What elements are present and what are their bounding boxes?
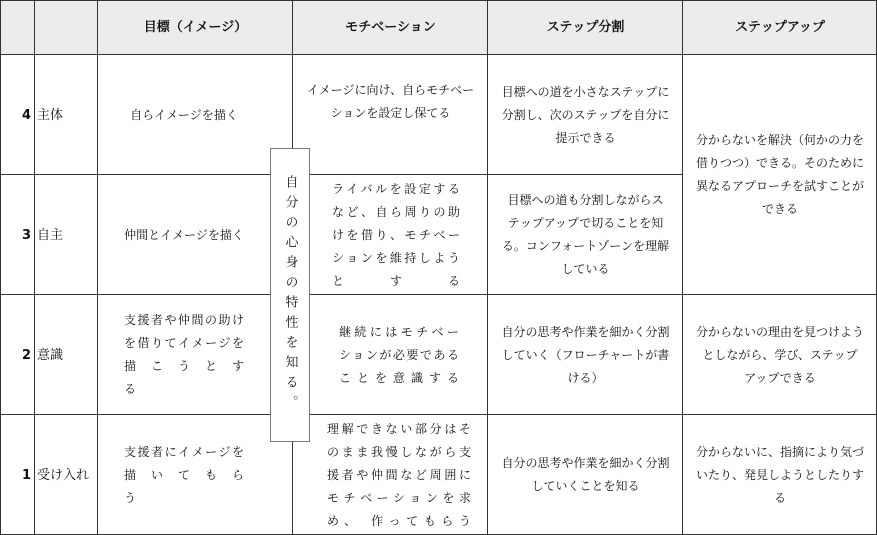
level-number: 4	[21, 107, 31, 123]
grid-line	[0, 174, 683, 175]
goal-cell	[98, 415, 270, 535]
motivation-line: ションが必要である	[339, 347, 459, 362]
stepup-line: アップできる	[744, 370, 816, 385]
grid-line	[0, 0, 1, 535]
grid-line	[682, 0, 683, 535]
split-line: していくことを知る	[531, 479, 640, 493]
motivation-line: のまま我慢しながら支	[327, 444, 471, 459]
goal-line: 支援者にイメージを	[124, 444, 244, 459]
motivation-line: モチベーションを求	[327, 490, 471, 505]
split-cell	[488, 295, 683, 415]
split-line: 目標への道も分割しながらス	[507, 193, 664, 207]
level-number: 1	[21, 467, 31, 483]
goal-line: 描 こ う と す る	[124, 359, 257, 396]
motivation-cell	[293, 55, 488, 148]
callout-box: 自分の心身の特性を知る。	[270, 148, 310, 442]
level-number: 2	[21, 347, 31, 363]
stepup-line: 分からないを解決（何かの力を	[695, 133, 864, 147]
goal-cell	[98, 175, 270, 295]
stepup-line: いたり、発見しようとしたりす	[695, 467, 864, 482]
goal-line: 自らイメージを描く	[130, 107, 238, 122]
split-line: ける）	[567, 370, 604, 385]
split-line: 自分の思考や作業を細かく分割	[501, 324, 670, 339]
stepup-line: としながら、学び、ステップ	[702, 347, 858, 362]
stepup-line: できる	[761, 202, 798, 216]
header-step-split: ステップ分割	[488, 0, 683, 55]
stepup-line: 分からないの理由を見つけよう	[695, 324, 864, 339]
motivation-line: けを借り、モチベー	[332, 227, 460, 242]
split-cell	[488, 175, 683, 295]
motivation-line: 理解できない部分はそ	[327, 421, 471, 436]
grid-line	[487, 0, 488, 535]
grid-line	[0, 0, 877, 1]
grid-line	[0, 54, 877, 55]
goal-cell	[98, 55, 270, 175]
stepup-line: 分からないに、指摘により気づ	[695, 444, 864, 459]
header-step-up: ステップアップ	[683, 0, 877, 55]
level-name: 自主	[37, 227, 64, 243]
motivation-cell	[310, 295, 488, 415]
motivation-cell	[310, 175, 488, 295]
level-name: 受け入れ	[37, 467, 90, 483]
goal-line: を借りてイメージを	[124, 336, 244, 350]
motivation-line: ションを設定し保てる	[330, 105, 451, 120]
stepup-cell	[683, 295, 877, 415]
grid-line	[97, 0, 98, 535]
motivation-cell	[310, 415, 488, 535]
split-line: テップアップで切ることを知	[507, 216, 664, 230]
stepup-line: る	[773, 490, 786, 505]
goal-line: 仲間とイメージを描く	[124, 227, 244, 242]
motivation-line: め、 作ってもらう	[327, 513, 471, 528]
split-line: していく（フローチャートが書	[501, 347, 670, 362]
header-motivation: モチベーション	[293, 0, 488, 55]
level-name: 意識	[37, 347, 64, 363]
motivation-line: こ と を 意 識 す る	[339, 370, 459, 385]
level-name: 主体	[37, 107, 64, 123]
motivation-line: 継続にはモチベー	[339, 324, 459, 339]
split-line: 分割し、次のステップを自分に	[501, 107, 670, 122]
header-goal: 目標（イメージ）	[98, 0, 293, 55]
grid-line	[0, 414, 877, 415]
motivation-line: イメージに向け、自らモチベー	[306, 82, 475, 97]
goal-line: 描 い て も ら う	[124, 467, 257, 505]
split-line: 提示できる	[555, 130, 616, 145]
split-line: 目標への道を小さなステップに	[501, 84, 670, 99]
motivation-line: など、自ら周りの助	[332, 204, 460, 219]
motivation-line: と す る	[332, 273, 460, 288]
motivation-line: ションを維持しよう	[332, 250, 460, 265]
grid-line	[0, 294, 877, 295]
motivation-line: 援者や仲間など周囲に	[327, 467, 471, 482]
split-cell	[488, 415, 683, 535]
stepup-line: 借りつつ）できる。そのために	[695, 156, 864, 170]
goal-cell	[98, 295, 270, 415]
motivation-line: ライバルを設定する	[332, 181, 460, 196]
header-corner	[0, 0, 98, 55]
stepup-merged-cell	[683, 55, 877, 295]
level-number: 3	[21, 227, 31, 243]
grid-line	[34, 0, 35, 535]
goal-line: 支援者や仲間の助け	[124, 313, 244, 327]
split-line: している	[561, 262, 610, 276]
split-line: 自分の思考や作業を細かく分割	[501, 456, 670, 470]
split-cell	[488, 55, 683, 175]
stepup-cell	[683, 415, 877, 535]
split-line: る。コンフォートゾーンを理解	[501, 239, 670, 253]
stepup-line: 異なるアプローチを試すことが	[695, 179, 864, 193]
